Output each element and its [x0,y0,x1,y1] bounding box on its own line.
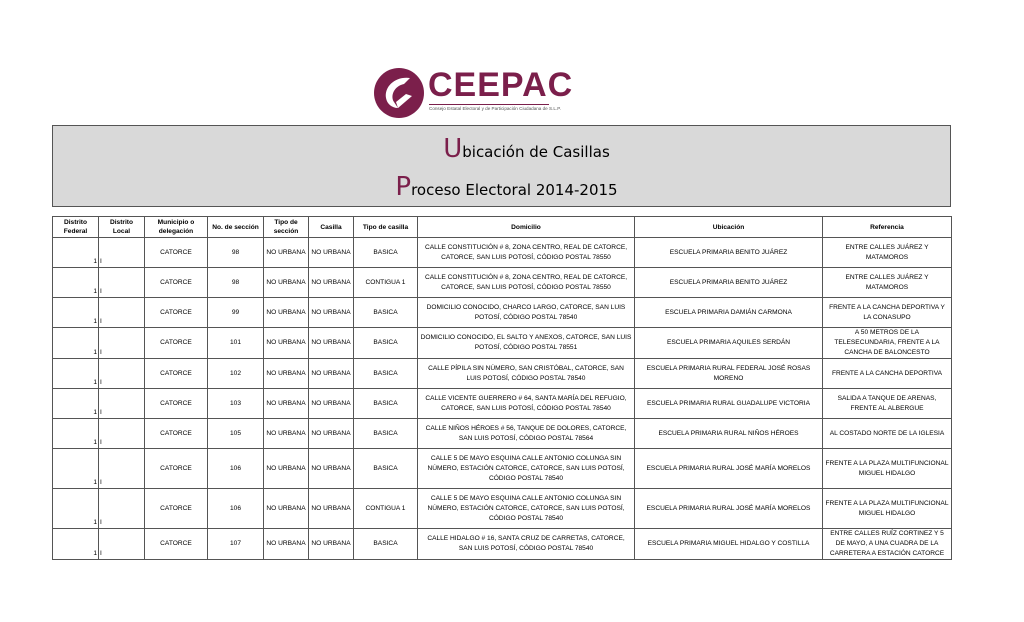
cell-casilla: NO URBANA [309,489,354,529]
cell-domicilio: DOMICILIO CONOCIDO, CHARCO LARGO, CATORCE, SAN LUIS POTOSÍ, CÓDIGO POSTAL 78540 [418,298,635,328]
cell-distrito-local: I [99,529,145,560]
cell-distrito-federal: 1 [53,268,99,298]
cell-referencia: ENTRE CALLES RUÍZ CORTINEZ Y 5 DE MAYO, A UNA CUADRA DE LA CARRETERA A ESTACIÓN CATORCE [823,529,952,560]
cell-domicilio: CALLE CONSTITUCIÓN # 8, ZONA CENTRO, REAL DE CATORCE, CATORCE, SAN LUIS POTOSÍ, CÓDIGO POSTAL 78550 [418,268,635,298]
title-2-text: roceso Electoral 2014-2015 [411,181,618,199]
cell-distrito-federal: 1 [53,359,99,389]
cell-seccion: 98 [208,268,264,298]
col-tipo-seccion: Tipo de sección [264,217,309,238]
cell-tipo-casilla: CONTIGUA 1 [354,268,418,298]
cell-ubicacion: ESCUELA PRIMARIA RURAL NIÑOS HÉROES [635,419,823,449]
col-seccion: No. de sección [208,217,264,238]
cell-distrito-local: I [99,389,145,419]
cell-casilla: NO URBANA [309,359,354,389]
table-row [53,389,952,419]
title-box [52,125,951,207]
table-row [53,449,952,489]
cell-casilla: NO URBANA [309,328,354,359]
cell-casilla: NO URBANA [309,238,354,268]
cell-tipo-seccion: NO URBANA [264,449,309,489]
table-row [53,529,952,560]
title-line-2 [53,172,950,202]
cell-tipo-casilla: BASICA [354,328,418,359]
cell-tipo-seccion: NO URBANA [264,389,309,419]
cell-ubicacion: ESCUELA PRIMARIA BENITO JUÁREZ [635,268,823,298]
cell-seccion: 99 [208,298,264,328]
cell-distrito-federal: 1 [53,328,99,359]
cell-referencia: ENTRE CALLES JUÁREZ Y MATAMOROS [823,238,952,268]
cell-tipo-seccion: NO URBANA [264,238,309,268]
cell-domicilio: CALLE HIDALGO # 16, SANTA CRUZ DE CARRETAS, CATORCE, SAN LUIS POTOSÍ, CÓDIGO POSTAL 78540 [418,529,635,560]
cell-municipio: CATORCE [145,328,208,359]
cell-seccion: 103 [208,389,264,419]
col-ubicacion: Ubicación [635,217,823,238]
col-municipio: Municipio o delegación [145,217,208,238]
cell-tipo-seccion: NO URBANA [264,529,309,560]
cell-tipo-casilla: BASICA [354,529,418,560]
cell-municipio: CATORCE [145,268,208,298]
cell-referencia: A 50 METROS DE LA TELESECUNDARIA, FRENTE A LA CANCHA DE BALONCESTO [823,328,952,359]
table-row [53,419,952,449]
cell-referencia: FRENTE A LA PLAZA MULTIFUNCIONAL MIGUEL HIDALGO [823,489,952,529]
cell-domicilio: CALLE 5 DE MAYO ESQUINA CALLE ANTONIO COLUNGA SIN NÚMERO, ESTACIÓN CATORCE, CATORCE, SAN LUIS POTOSÍ, CÓDIGO POSTAL 78540 [418,489,635,529]
cell-seccion: 98 [208,238,264,268]
cell-distrito-federal: 1 [53,419,99,449]
cell-casilla: NO URBANA [309,419,354,449]
cell-tipo-seccion: NO URBANA [264,359,309,389]
cell-municipio: CATORCE [145,298,208,328]
cell-referencia: AL COSTADO NORTE DE LA IGLESIA [823,419,952,449]
cell-ubicacion: ESCUELA PRIMARIA MIGUEL HIDALGO Y COSTILLA [635,529,823,560]
cell-casilla: NO URBANA [309,268,354,298]
cell-distrito-local: I [99,489,145,529]
cell-distrito-local: I [99,268,145,298]
cell-distrito-local: I [99,238,145,268]
title-line-1 [53,134,950,164]
cell-distrito-federal: 1 [53,449,99,489]
table-row [53,328,952,359]
cell-seccion: 107 [208,529,264,560]
cell-ubicacion: ESCUELA PRIMARIA RURAL JOSÉ MARÍA MORELOS [635,489,823,529]
table-row [53,238,952,268]
cell-domicilio: DOMICILIO CONOCIDO, EL SALTO Y ANEXOS, CATORCE, SAN LUIS POTOSÍ, CÓDIGO POSTAL 78551 [418,328,635,359]
cell-distrito-federal: 1 [53,298,99,328]
ceepac-emblem-icon [372,66,426,120]
cell-tipo-casilla: BASICA [354,238,418,268]
cell-referencia: ENTRE CALLES JUÁREZ Y MATAMOROS [823,268,952,298]
cell-ubicacion: ESCUELA PRIMARIA AQUILES SERDÁN [635,328,823,359]
cell-municipio: CATORCE [145,489,208,529]
col-referencia: Referencia [823,217,952,238]
cell-municipio: CATORCE [145,389,208,419]
cell-domicilio: CALLE VICENTE GUERRERO # 64, SANTA MARÍA DEL REFUGIO, CATORCE, SAN LUIS POTOSÍ, CÓDIGO POSTAL 78540 [418,389,635,419]
col-distrito-federal: Distrito Federal [53,217,99,238]
cell-tipo-seccion: NO URBANA [264,298,309,328]
col-domicilio: Domicilio [418,217,635,238]
brand-name: CEEPAC [428,66,574,104]
cell-tipo-seccion: NO URBANA [264,489,309,529]
cell-seccion: 102 [208,359,264,389]
cell-ubicacion: ESCUELA PRIMARIA RURAL JOSÉ MARÍA MORELOS [635,449,823,489]
casillas-table [52,216,952,560]
ceepac-logo [372,66,574,120]
col-casilla: Casilla [309,217,354,238]
cell-distrito-local: I [99,328,145,359]
cell-municipio: CATORCE [145,449,208,489]
cell-distrito-local: I [99,298,145,328]
cell-distrito-local: I [99,419,145,449]
cell-domicilio: CALLE PÍPILA SIN NÚMERO, SAN CRISTÓBAL, CATORCE, SAN LUIS POTOSÍ, CÓDIGO POSTAL 78540 [418,359,635,389]
cell-ubicacion: ESCUELA PRIMARIA DAMIÁN CARMONA [635,298,823,328]
cell-seccion: 101 [208,328,264,359]
cell-municipio: CATORCE [145,238,208,268]
cell-seccion: 106 [208,449,264,489]
table-header-row [53,217,952,238]
cell-referencia: FRENTE A LA CANCHA DEPORTIVA Y LA CONASUPO [823,298,952,328]
cell-seccion: 105 [208,419,264,449]
cell-distrito-federal: 1 [53,238,99,268]
cell-tipo-casilla: BASICA [354,419,418,449]
cell-casilla: NO URBANA [309,449,354,489]
cell-casilla: NO URBANA [309,529,354,560]
cell-tipo-casilla: BASICA [354,449,418,489]
col-distrito-local: Distrito Local [99,217,145,238]
cell-domicilio: CALLE 5 DE MAYO ESQUINA CALLE ANTONIO COLUNGA SIN NÚMERO, ESTACIÓN CATORCE, CATORCE, SAN LUIS POTOSÍ, CÓDIGO POSTAL 78540 [418,449,635,489]
cell-municipio: CATORCE [145,359,208,389]
cell-referencia: FRENTE A LA CANCHA DEPORTIVA [823,359,952,389]
cell-ubicacion: ESCUELA PRIMARIA BENITO JUÁREZ [635,238,823,268]
cell-referencia: SALIDA A TANQUE DE ARENAS, FRENTE AL ALBERGUE [823,389,952,419]
title-1-initial: U [443,134,463,164]
cell-tipo-casilla: BASICA [354,389,418,419]
table-row [53,268,952,298]
cell-tipo-casilla: BASICA [354,298,418,328]
cell-distrito-federal: 1 [53,529,99,560]
cell-referencia: FRENTE A LA PLAZA MULTIFUNCIONAL MIGUEL HIDALGO [823,449,952,489]
table-row [53,489,952,529]
cell-ubicacion: ESCUELA PRIMARIA RURAL FEDERAL JOSÉ ROSAS MORENO [635,359,823,389]
cell-casilla: NO URBANA [309,389,354,419]
table-row [53,359,952,389]
cell-distrito-local: I [99,359,145,389]
cell-municipio: CATORCE [145,529,208,560]
cell-seccion: 106 [208,489,264,529]
cell-distrito-federal: 1 [53,389,99,419]
cell-distrito-federal: 1 [53,489,99,529]
cell-municipio: CATORCE [145,419,208,449]
cell-casilla: NO URBANA [309,298,354,328]
col-tipo-casilla: Tipo de casilla [354,217,418,238]
cell-tipo-seccion: NO URBANA [264,328,309,359]
title-1-text: bicación de Casillas [462,143,610,161]
cell-domicilio: CALLE NIÑOS HÉROES # 56, TANQUE DE DOLORES, CATORCE, SAN LUIS POTOSÍ, CÓDIGO POSTAL 78564 [418,419,635,449]
cell-domicilio: CALLE CONSTITUCIÓN # 8, ZONA CENTRO, REAL DE CATORCE, CATORCE, SAN LUIS POTOSÍ, CÓDIGO POSTAL 78550 [418,238,635,268]
cell-tipo-seccion: NO URBANA [264,419,309,449]
cell-ubicacion: ESCUELA PRIMARIA RURAL GUADALUPE VICTORIA [635,389,823,419]
title-2-initial: P [395,172,412,202]
cell-distrito-local: I [99,449,145,489]
cell-tipo-casilla: BASICA [354,359,418,389]
brand-tagline: Consejo Estatal Electoral y de Participación Ciudadana de S.L.P. [429,106,561,111]
cell-tipo-seccion: NO URBANA [264,268,309,298]
table-row [53,298,952,328]
cell-tipo-casilla: CONTIGUA 1 [354,489,418,529]
